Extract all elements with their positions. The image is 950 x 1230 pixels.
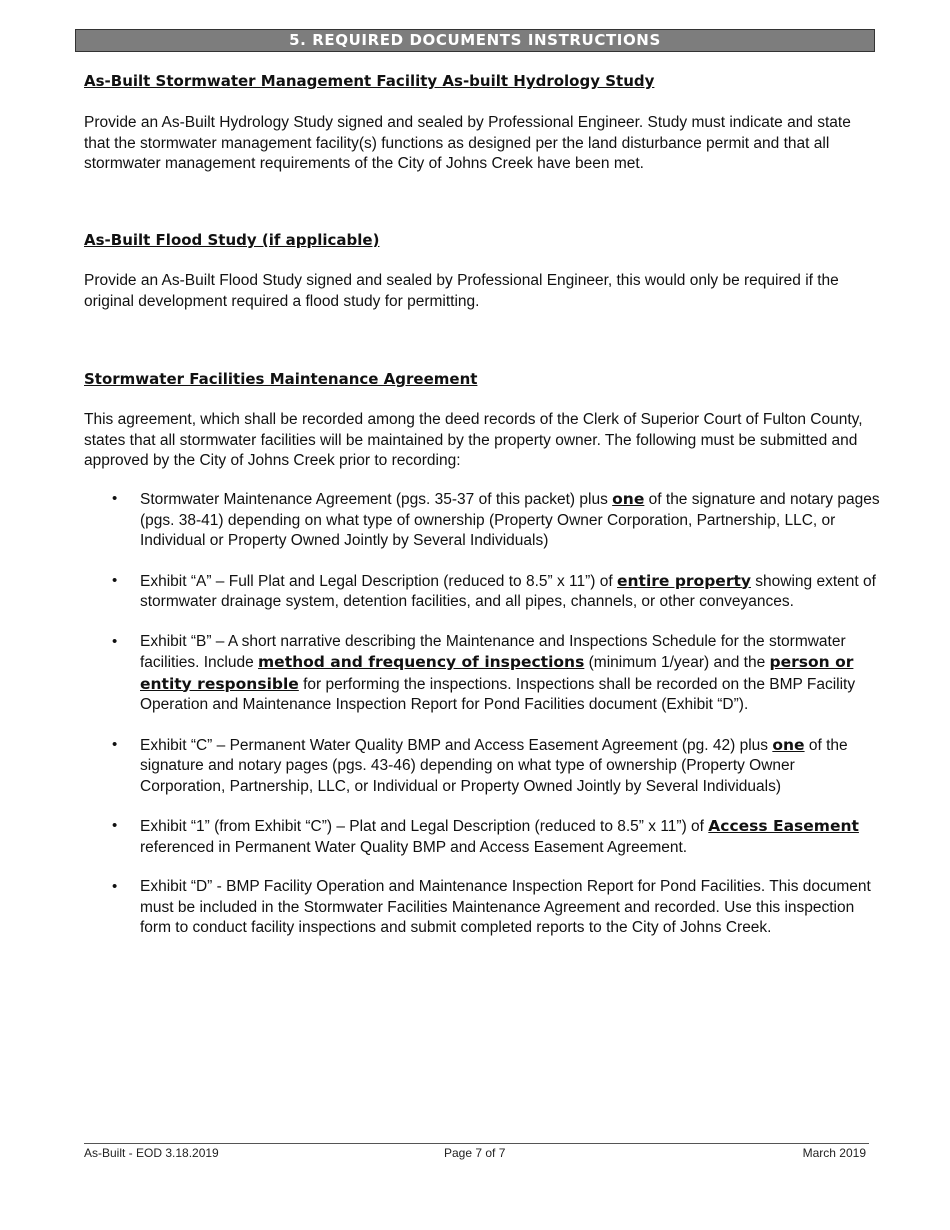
list-item — [84, 816, 884, 858]
list-item-text: Exhibit “1” (from Exhibit “C”) – Plat and Legal Description (reduced to 8.5” x 11”) of — [140, 818, 709, 835]
list-item-text: showing extent of stormwater drainage system, detention facilities, and all pipes, channels, or other conveyances. — [140, 572, 876, 610]
list-item-text: Exhibit “B” – A short narrative describing the Maintenance and Inspections Schedule for the stormwater facilities. Include — [140, 632, 846, 671]
maintenance-agreement-body: This agreement, which shall be recorded among the deed records of the Clerk of Superior Court of Fulton County, states that all stormwater facilities will be maintained by the property owner. The following must be submitted and approved by the City of Johns Creek prior to recording: — [84, 411, 863, 469]
list-item — [84, 877, 884, 939]
bullet-icon: • — [112, 490, 118, 507]
footer-date: March 2019 — [802, 1146, 866, 1160]
footer-page-number: Page 7 of 7 — [444, 1146, 506, 1160]
list-item-text: Exhibit “C” – Permanent Water Quality BMP and Access Easement Agreement (pg. 42) plus — [140, 736, 773, 754]
bullet-icon: • — [112, 632, 118, 650]
list-item-text: Exhibit “D” - BMP Facility Operation and Maintenance Inspection Report for Pond Facilities. This document must be included in the Stormwater Facilities Maintenance Agreement and recorded. Use this inspection form to conduct facility inspections and submit completed reports to the City of Johns Creek. — [140, 878, 871, 936]
hydrology-study-body: Provide an As-Built Hydrology Study signed and sealed by Professional Engineer. Study must indicate and state that the stormwater management facility(s) functions as designed per the land disturbance permit and that all stormwater management requirements of the City of Johns Creek have been met. — [84, 114, 851, 172]
list-item-text: referenced in Permanent Water Quality BMP and Access Easement Agreement. — [140, 838, 688, 856]
bullet-icon: • — [112, 571, 118, 589]
list-item — [84, 735, 884, 798]
footer-divider — [84, 1143, 869, 1144]
list-item-emphasis: Access Easement — [708, 817, 859, 835]
footer-document-id: As-Built - EOD 3.18.2019 — [84, 1146, 219, 1160]
list-item-emphasis: person or entity responsible — [140, 653, 854, 693]
list-item-text: of the signature and notary pages (pgs. 38-41) depending on what type of ownership (Property Owner Corporation, Partnership, LLC, or Individual or Property Owned Jointly by Several Individuals) — [140, 491, 880, 549]
list-item-emphasis: one — [612, 490, 645, 508]
list-item-emphasis: entire property — [617, 571, 751, 590]
list-item — [84, 571, 884, 613]
list-item — [84, 632, 884, 716]
list-item-emphasis: one — [772, 735, 805, 754]
bullet-icon: • — [112, 817, 118, 834]
flood-study-heading: As-Built Flood Study (if applicable) — [84, 231, 380, 249]
list-item-text: Stormwater Maintenance Agreement (pgs. 35-37 of this packet) plus — [140, 491, 613, 508]
required-documents-list — [84, 489, 884, 958]
bullet-icon: • — [112, 878, 118, 895]
hydrology-study-heading: As-Built Stormwater Management Facility As-built Hydrology Study — [84, 72, 655, 90]
flood-study-body: Provide an As-Built Flood Study signed and sealed by Professional Engineer, this would only be required if the original development required a flood study for permitting. — [84, 272, 839, 310]
list-item-text: of the signature and notary pages (pgs. 43-46) depending on what type of ownership (Property Owner Corporation, Partnership, LLC, or Individual or Property Owned Jointly by Several Individuals) — [140, 736, 848, 795]
maintenance-agreement-heading: Stormwater Facilities Maintenance Agreement — [84, 370, 478, 388]
list-item-emphasis: method and frequency of inspections — [258, 653, 585, 671]
section-banner: 5. REQUIRED DOCUMENTS INSTRUCTIONS — [75, 29, 875, 52]
bullet-icon: • — [112, 735, 118, 753]
list-item-text: Exhibit “A” – Full Plat and Legal Description (reduced to 8.5” x 11”) of — [140, 572, 617, 590]
list-item-text: for performing the inspections. Inspections shall be recorded on the BMP Facility Operation and Maintenance Inspection Report for Pond Facilities document (Exhibit “D”). — [140, 675, 856, 713]
list-item-text: (minimum 1/year) and the — [584, 654, 770, 671]
list-item — [84, 489, 884, 552]
